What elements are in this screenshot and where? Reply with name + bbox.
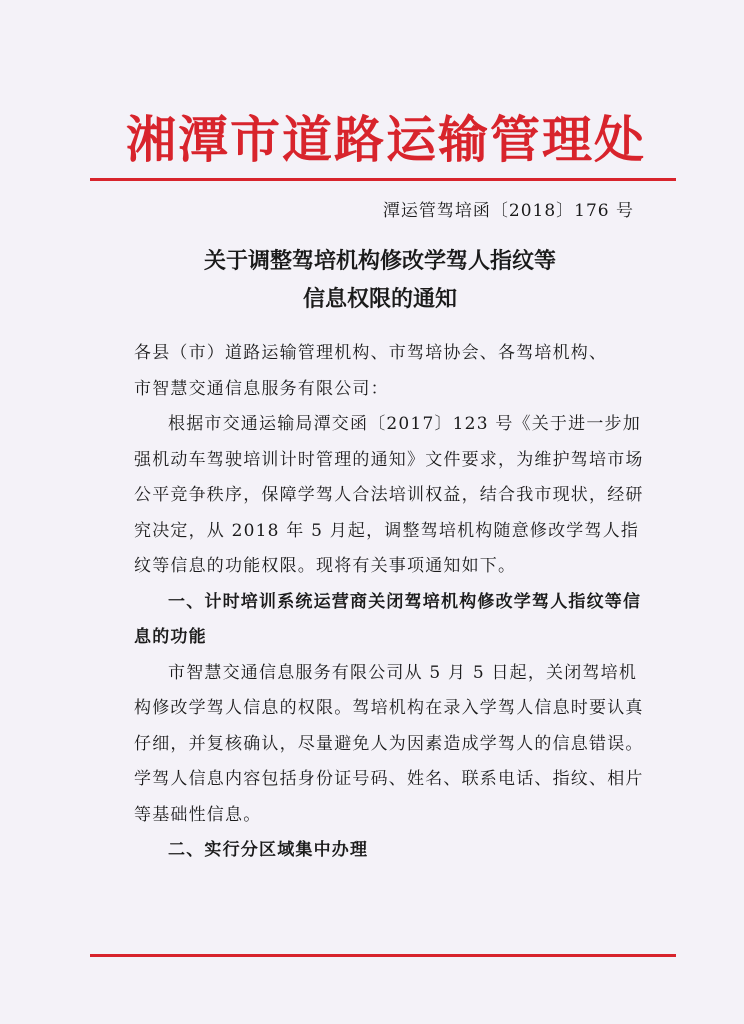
document-number: 潭运管驾培函〔2018〕176 号 (382, 201, 634, 221)
recipients-line-2: 市智慧交通信息服务有限公司： (134, 378, 389, 399)
footer-red-rule (90, 954, 676, 957)
section-heading-2: 二、实行分区域集中办理 (168, 840, 369, 860)
notice-body (134, 336, 646, 869)
section-heading-1: 一、计时培训系统运营商关闭驾培机构修改学驾人指纹等信息的功能 (134, 591, 642, 647)
masthead: 湘潭市道路运输管理处 (126, 110, 646, 169)
paragraph-intro: 根据市交通运输局潭交函〔2017〕123 号《关于进一步加强机动车驾驶培训计时管理的通知》文件要求，为维护驾培市场公平竞争秩序，保障学驾人合法培训权益，结合我市现状，经研究决定，从 2018 年 5 月起，调整驾培机构随意修改学驾人指纹等信息的功能权限。现将有关事项通知如下。 (134, 414, 644, 576)
masthead-red-rule (90, 178, 676, 181)
recipients-line-1: 各县（市）道路运输管理机构、市驾培协会、各驾培机构、 (134, 343, 608, 363)
notice-title-line-2: 信息权限的通知 (302, 287, 457, 312)
notice-title-line-1: 关于调整驾培机构修改学驾人指纹等 (203, 249, 556, 274)
paragraph-section-1: 市智慧交通信息服务有限公司从 5 月 5 日起，关闭驾培机构修改学驾人信息的权限。驾培机构在录入学驾人信息时要认真仔细，并复核确认，尽量避免人为因素造成学驾人的信息错误。学驾人信息内容包括身份证号码、姓名、联系电话、指纹、相片等基础性信息。 (134, 662, 644, 825)
